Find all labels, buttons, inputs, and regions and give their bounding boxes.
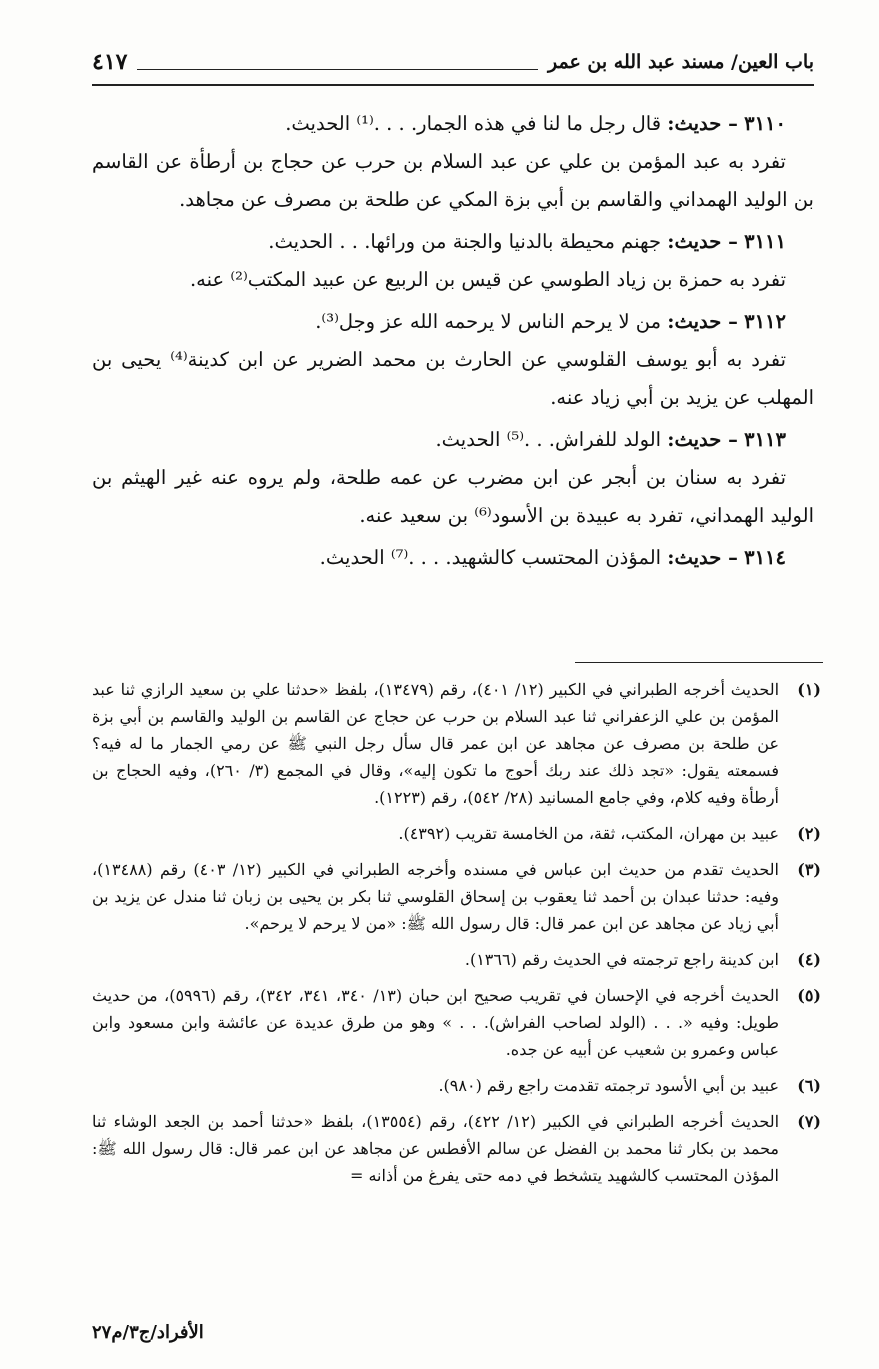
footnote-number: (٧) (797, 1112, 821, 1131)
main-text (92, 105, 814, 577)
hadith-text: جهنم محيطة بالدنيا والجنة من ورائها. . . الحديث. (268, 230, 662, 253)
page-header (92, 40, 814, 86)
footnote-number: (٥) (797, 986, 821, 1005)
footnote (92, 1072, 821, 1099)
hadith-number: ٣١١٢ (744, 310, 786, 333)
footnote (92, 1108, 821, 1189)
footnote-number: (٢) (797, 824, 821, 843)
hadith-number: ٣١١٤ (744, 546, 786, 569)
footnote (92, 856, 821, 937)
footnote-number: (٤) (797, 950, 821, 969)
hadith-entry: ٣١١٠ – حديث: قال رجل ما لنا في هذه الجمار. . . .⁽¹⁾ الحديث. (285, 112, 786, 135)
hadith-text: قال رجل ما لنا في هذه الجمار. . . .⁽¹⁾ الحديث. (285, 112, 662, 135)
footnote-number: (٦) (797, 1076, 821, 1095)
isnad-note: تفرد به حمزة بن زياد الطوسي عن قيس بن الربيع عن عبيد المكتب⁽²⁾ عنه. (189, 268, 786, 291)
footnote-text: الحديث أخرجه الطبراني في الكبير (١٢/ ٤٠١)، رقم (١٣٤٧٩)، بلفظ «حدثنا علي بن سعيد الرازي ثنا عبد المؤمن بن علي الزعفراني ثنا عبد السلام بن حرب عن حجاج عن القاسم بن الوليد والقاسم بن أبي بزة عن طلحة بن مصرف عن مجاهد عن ابن عمر قال سأل رجل النبي ﷺ عن رمي الجمار ما له فيه؟ فسمعته يقول: «تجد ذلك عند ربك أحوج ما تكون إليه»، وقال في المجمع (٣/ ٢٦٠)، وفيه الحجاج بن أرطأة وفيه كلام، وفي جامع المسانيد (٢٨/ ٥٤٢)، رقم (١٢٢٣). (92, 680, 780, 807)
footnote-text: الحديث أخرجه الطبراني في الكبير (١٢/ ٤٢٢)، رقم (١٣٥٥٤)، بلفظ «حدثنا أحمد بن الجعد الوشاء ثنا محمد بن بكار ثنا محمد بن الفضل عن سالم الأفطس عن مجاهد عن ابن عمر قال: قال رسول الله ﷺ: المؤذن المحتسب كالشهيد يتشخط في دمه حتى يفرغ من أذانه = (92, 1112, 780, 1185)
footnotes (92, 676, 821, 1198)
footnote-number: (٣) (797, 860, 821, 879)
header-rule (137, 55, 538, 70)
footnote-separator (575, 662, 823, 663)
hadith-text: من لا يرحم الناس لا يرحمه الله عز وجل⁽³⁾. (315, 310, 662, 333)
footnote (92, 676, 821, 811)
footnote-text: ابن كدينة راجع ترجمته في الحديث رقم (١٣٦٦). (464, 950, 779, 969)
hadith-label: حديث: (667, 428, 722, 451)
hadith-number: ٣١١٠ (744, 112, 786, 135)
signature-mark: الأفراد/ج٣/م٢٧ (92, 1322, 204, 1343)
isnad-note: تفرد به أبو يوسف القلوسي عن الحارث بن محمد الضرير عن ابن كدينة⁽⁴⁾ يحيى بن المهلب عن يزيد بن أبي زياد عنه. (92, 348, 814, 409)
hadith-entry: ٣١١٤ – حديث: المؤذن المحتسب كالشهيد. . . .⁽⁷⁾ الحديث. (319, 546, 786, 569)
footnote-text: عبيد بن أبي الأسود ترجمته تقدمت راجع رقم (٩٨٠). (438, 1076, 779, 1095)
hadith-number: ٣١١٣ (744, 428, 786, 451)
hadith-entry: ٣١١٢ – حديث: من لا يرحم الناس لا يرحمه الله عز وجل⁽³⁾. (315, 310, 786, 333)
hadith-label: حديث: (667, 230, 722, 253)
footnote-text: الحديث تقدم من حديث ابن عباس في مسنده وأخرجه الطبراني في الكبير (١٢/ ٤٠٣) رقم (١٣٤٨٨)، وفيه: حدثنا عبدان بن أحمد ثنا يعقوب بن إسحاق القلوسي ثنا بكر بن يحيى بن زبان ثنا مندل عن يزيد بن أبي زياد عن مجاهد عن ابن عمر قال: قال رسول الله ﷺ: «من لا يرحم لا يرحم». (92, 860, 779, 933)
hadith-entry: ٣١١١ – حديث: جهنم محيطة بالدنيا والجنة من ورائها. . . الحديث. (268, 230, 786, 253)
running-title: باب العين/ مسند عبد الله بن عمر (548, 51, 814, 73)
hadith-label: حديث: (667, 546, 722, 569)
footnote (92, 820, 821, 847)
hadith-text: الولد للفراش. . .⁽⁵⁾ الحديث. (435, 428, 662, 451)
hadith-label: حديث: (667, 310, 722, 333)
hadith-entry: ٣١١٣ – حديث: الولد للفراش. . .⁽⁵⁾ الحديث. (435, 428, 786, 451)
hadith-number: ٣١١١ (744, 230, 786, 253)
hadith-text: المؤذن المحتسب كالشهيد. . . .⁽⁷⁾ الحديث. (319, 546, 662, 569)
isnad-note: تفرد به سنان بن أبجر عن ابن مضرب عن عمه طلحة، ولم يروه عنه غير الهيثم بن الوليد الهمداني، تفرد به عبيدة بن الأسود⁽⁶⁾ بن سعيد عنه. (92, 466, 814, 527)
hadith-label: حديث: (667, 112, 722, 135)
footnote-text: الحديث أخرجه في الإحسان في تقريب صحيح ابن حبان (١٣/ ٣٤٠، ٣٤١، ٣٤٢)، رقم (٥٩٩٦)، من حديث طويل: وفيه «. . . (الولد لصاحب الفراش). . . » وهو من طرق عديدة عن عائشة وابن مسعود وابن عباس وعمرو بن شعيب عن أبيه عن جده. (92, 986, 780, 1059)
isnad-note: تفرد به عبد المؤمن بن علي عن عبد السلام بن حرب عن حجاج بن أرطأة عن القاسم بن الوليد الهمداني والقاسم بن أبي بزة المكي عن طلحة بن مصرف عن مجاهد. (92, 150, 814, 211)
page-number: ٤١٧ (92, 49, 128, 75)
footnote-number: (١) (797, 680, 821, 699)
footnote (92, 982, 821, 1063)
footnote-text: عبيد بن مهران، المكتب، ثقة، من الخامسة تقريب (٤٣٩٢). (398, 824, 779, 843)
footnote (92, 946, 821, 973)
